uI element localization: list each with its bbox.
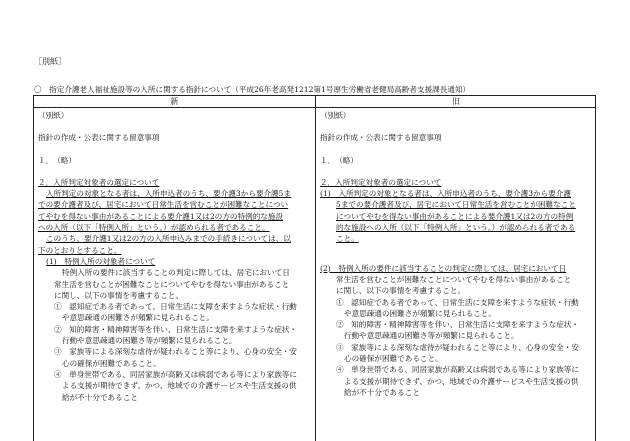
column-header-new: 新 [170,97,179,106]
text-line: ① 認知症である者であって、日常生活に支障を来すような症状・行動 [54,302,297,312]
text-line: ① 認知症である者であって、日常生活に支障を来すような症状・行動 [336,297,579,307]
text-line: ③ 家族等による深刻な虐待が疑われること等により、心身の安全・安 [336,342,579,352]
text-line: 的な施設への入所（以下「特例入所」という。）が認められる者である [336,223,576,233]
text-line: ④ 単身世帯である、同居家族が高齢又は病弱である等により家族等に [54,369,297,379]
text-line: に関し、以下の事情を考慮すること。 [336,286,466,296]
text-line: での要介護者及び、居宅において日常生活を営むことが困難なことについ [38,200,289,210]
text-line: 特例入所の要件に該当することの判定に際しては、居宅において日 [62,268,290,278]
text-line: についてやむを得ない事由があることによる要介護1又は2の方の特例 [336,211,574,221]
text-line: 常生活を営むことが困難なことについてやむを得ない事由があること [336,274,572,284]
column-divider [315,96,316,441]
text-line: (1) 入所判定の対象となる者は、入所申込者のうち、要介護3から要介護 [320,189,571,199]
text-line: ② 知的障害・精神障害等を伴い、日常生活に支障を来すような症状・ [336,320,579,330]
text-line: ２．入所判定対象者の選定について [38,177,160,187]
text-line: 指針の作成・公表に関する留意事項 [38,133,160,143]
column-header-old: 旧 [452,97,460,106]
text-line: こと。 [336,234,359,244]
text-line: 常生活を営むことが困難なことについてやむを得ない事由があること [54,279,290,289]
text-line: ④ 単身世帯である、同居家族が高齢又は病弱である等により家族等に [336,365,579,375]
text-line: 下のとおりとすること。 [38,245,122,255]
text-line: （別紙） [320,111,351,120]
text-line: このうち、要介護1又は2の方の入所申込みまでの手続きについては、以 [46,234,291,244]
text-line: や意思疎通の困難さが頻繁に見られること。 [344,308,496,318]
text-line: よる支援が期待できず、かつ、地域での介護サービスや生活支援の供 [62,381,297,391]
document-title: 〇 指定介護老人福祉施設等の入所に関する指針について（平成26年老高発1212第1号厚生労働省老健局高齢者支援課長通知） [34,85,471,94]
document-label: ［別紙］ [34,57,66,66]
comparison-table [33,95,596,441]
text-line: に関し、以下の事情を考慮すること。 [54,290,184,300]
text-line: (2) 特例入所の要件に該当することの判定に際しては、居宅において日 [320,263,567,273]
text-line: ２．入所判定対象者の選定について [320,177,442,187]
old-column [320,110,592,398]
text-line: 指針の作成・公表に関する留意事項 [320,133,442,143]
text-line: 給が不十分であること [62,392,138,402]
text-line: 5までの要介護者及び、居宅において日常生活を営むことが困難なこと [336,200,576,210]
text-line: 行動や意思疎通の困難さ等が頻繁に見られること。 [344,331,519,341]
text-line: よる支援が期待できず、かつ、地域での介護サービスや生活支援の供 [344,376,579,386]
text-line: や意思疎通の困難さが頻繁に見られること。 [62,313,214,323]
text-line: 行動や意思疎通の困難さ等が頻繁に見られること。 [62,336,237,346]
text-line: １． （略） [320,155,358,165]
text-line: 心の確保が困難であること。 [344,354,443,364]
text-line: １． （略） [38,155,76,165]
text-line: への入所（以下「特例入所」という。）が認められる者であること。 [38,223,270,233]
text-line: (1) 特例入所の対象者について [46,256,156,266]
text-line: ② 知的障害・精神障害等を伴い、日常生活に支障を来すような症状・ [54,324,297,334]
text-line: 給が不十分であること [344,387,420,397]
text-line: （別紙） [38,111,69,120]
text-line: 心の確保が困難であること。 [62,358,161,368]
text-line: 入所判定の対象となる者は、入所申込者のうち、要介護3から要介護5ま [46,189,292,199]
text-line: てやむを得ない事由があることによる要介護1又は2の方の特例的な施設 [38,211,284,221]
text-line: ③ 家族等による深刻な虐待が疑われること等により、心身の安全・安 [54,347,297,357]
new-column [38,110,306,403]
